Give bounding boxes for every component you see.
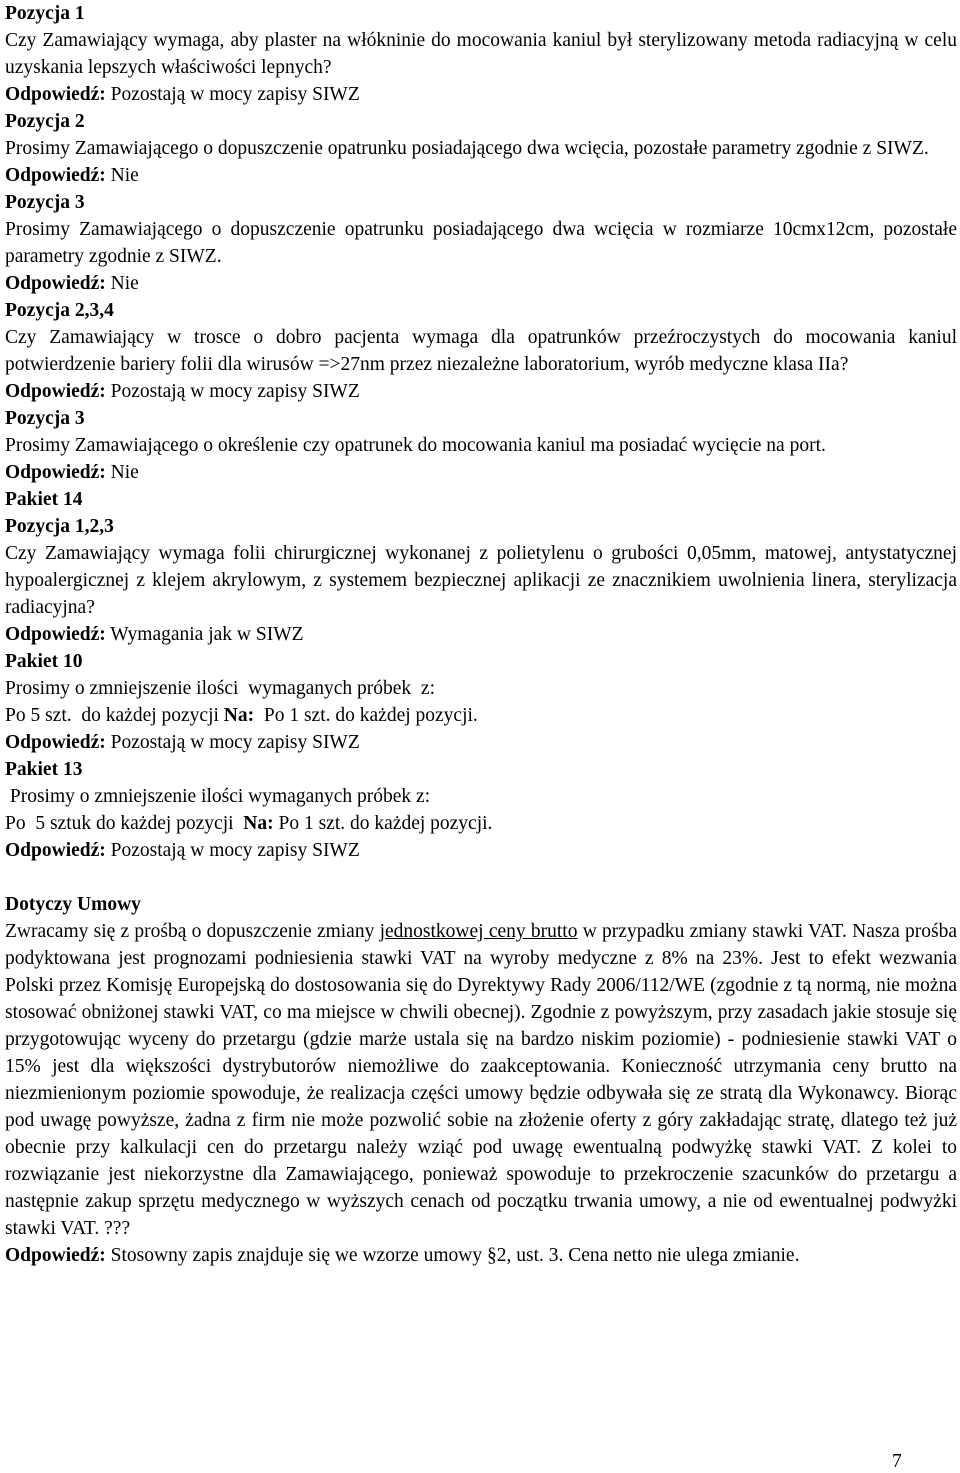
question-text: Czy Zamawiający w trosce o dobro pacjenta wymaga dla opatrunków przeźroczystych do mocowania kaniul potwierdzenie bariery folii dla wirusów =>27nm przez niezależne laboratorium, wyrób medyczne klasa IIa?	[5, 327, 957, 375]
answer-label: Odpowiedź:	[5, 624, 106, 645]
answer-label: Odpowiedź:	[5, 165, 106, 186]
answer-text: Nie	[110, 462, 139, 483]
package-heading: Pakiet 13	[5, 759, 83, 780]
answer-line	[5, 459, 957, 486]
section-heading: Pozycja 3	[5, 408, 85, 429]
request-na-label: Na:	[243, 813, 274, 834]
answer-text: Pozostają w mocy zapisy SIWZ	[110, 732, 360, 753]
request-from: Po 5 szt. do każdej pozycji	[5, 705, 224, 726]
request-to: Po 1 szt. do każdej pozycji.	[254, 705, 478, 726]
package-heading: Pakiet 10	[5, 651, 83, 672]
answer-text: Pozostają w mocy zapisy SIWZ	[110, 84, 360, 105]
section-heading: Dotyczy Umowy	[5, 894, 141, 915]
question-text: Prosimy Zamawiającego o określenie czy opatrunek do mocowania kaniul ma posiadać wycięcie na port.	[5, 435, 826, 456]
answer-label: Odpowiedź:	[5, 273, 106, 294]
contract-paragraph	[5, 918, 957, 1242]
underlined-phrase: jednostkowej ceny brutto	[379, 921, 578, 942]
answer-line	[5, 729, 957, 756]
request-line: Prosimy o zmniejszenie ilości wymaganych próbek z:	[5, 678, 435, 699]
answer-line	[5, 162, 957, 189]
package-heading: Pakiet 14	[5, 489, 83, 510]
answer-line	[5, 81, 957, 108]
question-text: Prosimy Zamawiającego o dopuszczenie opatrunku posiadającego dwa wcięcia w rozmiarze 10cmx12cm, pozostałe parametry zgodnie z SIWZ.	[5, 219, 957, 267]
paragraph-text-rest: w przypadku zmiany stawki VAT. Nasza prośba podyktowana jest prognozami podniesienia stawki VAT na wyroby medyczne z 8% na 23%. Jest to efekt wezwania Polski przez Komisję Europejską do dostosowania się do Dyrektywy Rady 2006/112/WE (zgodnie z tą normą, nie można stosować obniżonej stawki VAT, co ma miejsce w chwili obecnej). Zgodnie z powyższym, przy zasadach jakie stosuje się przygotowując wyceny do przetargu (gdzie marże ustala się na bardzo niskim poziomie) - podniesienie stawki VAT o 15% jest dla większości dystrybutorów niemożliwe do zaakceptowania. Konieczność utrzymania ceny brutto na niezmienionym poziomie spowoduje, że realizacja części umowy będzie odbywała się ze stratą dla Wykonawcy. Biorąc pod uwagę powyższe, żadna z firm nie może pozwolić sobie na złożenie oferty z góry zakładając stratę, dlatego też już obecnie przy kalkulacji cen do przetargu należy wziąć pod uwagę ewentualną podwyżkę stawki VAT. Z kolei to rozwiązanie jest niekorzystne dla Zamawiającego, ponieważ spowoduje to przekroczenie szacunków do przetargu a następnie zakup sprzętu medycznego w wyższych cenach od początku trwania umowy, a nie od ewentualnej podwyżki stawki VAT. ???	[5, 921, 957, 1239]
answer-label: Odpowiedź:	[5, 840, 106, 861]
request-to: Po 1 szt. do każdej pozycji.	[273, 813, 493, 834]
answer-text: Pozostają w mocy zapisy SIWZ	[110, 381, 360, 402]
section-heading: Pozycja 1	[5, 3, 85, 24]
section-heading: Pozycja 2	[5, 111, 85, 132]
answer-text: Pozostają w mocy zapisy SIWZ	[110, 840, 360, 861]
answer-line	[5, 270, 957, 297]
answer-line	[5, 1242, 957, 1269]
answer-line	[5, 621, 957, 648]
request-from: Po 5 sztuk do każdej pozycji	[5, 813, 244, 834]
document-page	[5, 0, 957, 1269]
request-line: Prosimy o zmniejszenie ilości wymaganych próbek z:	[5, 786, 431, 807]
section-heading: Pozycja 3	[5, 192, 85, 213]
answer-text: Stosowny zapis znajduje się we wzorze umowy §2, ust. 3. Cena netto nie ulega zmianie.	[110, 1245, 800, 1266]
section-heading: Pozycja 2,3,4	[5, 300, 114, 321]
section-heading: Pozycja 1,2,3	[5, 516, 114, 537]
answer-label: Odpowiedź:	[5, 732, 106, 753]
answer-label: Odpowiedź:	[5, 462, 106, 483]
spacer	[5, 864, 957, 891]
answer-label: Odpowiedź:	[5, 1245, 106, 1266]
answer-line	[5, 378, 957, 405]
answer-text: Wymagania jak w SIWZ	[110, 624, 304, 645]
answer-text: Nie	[110, 165, 139, 186]
question-text: Czy Zamawiający wymaga folii chirurgicznej wykonanej z polietylenu o grubości 0,05mm, matowej, antystatycznej hypoalergicznej z klejem akrylowym, z systemem bezpiecznej aplikacji ze znacznikiem uwolnienia linera, sterylizacja radiacyjna?	[5, 543, 957, 618]
answer-line	[5, 837, 957, 864]
page-number: 7	[892, 1451, 902, 1472]
request-change-line	[5, 702, 957, 729]
answer-label: Odpowiedź:	[5, 84, 106, 105]
answer-label: Odpowiedź:	[5, 381, 106, 402]
paragraph-text-start: Zwracamy się z prośbą o dopuszczenie zmiany	[5, 921, 380, 942]
answer-text: Nie	[110, 273, 139, 294]
request-na-label: Na:	[223, 705, 255, 726]
question-text: Czy Zamawiający wymaga, aby plaster na włókninie do mocowania kaniul był sterylizowany metoda radiacyjną w celu uzyskania lepszych właściwości lepnych?	[5, 30, 957, 78]
question-text: Prosimy Zamawiającego o dopuszczenie opatrunku posiadającego dwa wcięcia, pozostałe parametry zgodnie z SIWZ.	[5, 138, 929, 159]
request-change-line	[5, 810, 957, 837]
